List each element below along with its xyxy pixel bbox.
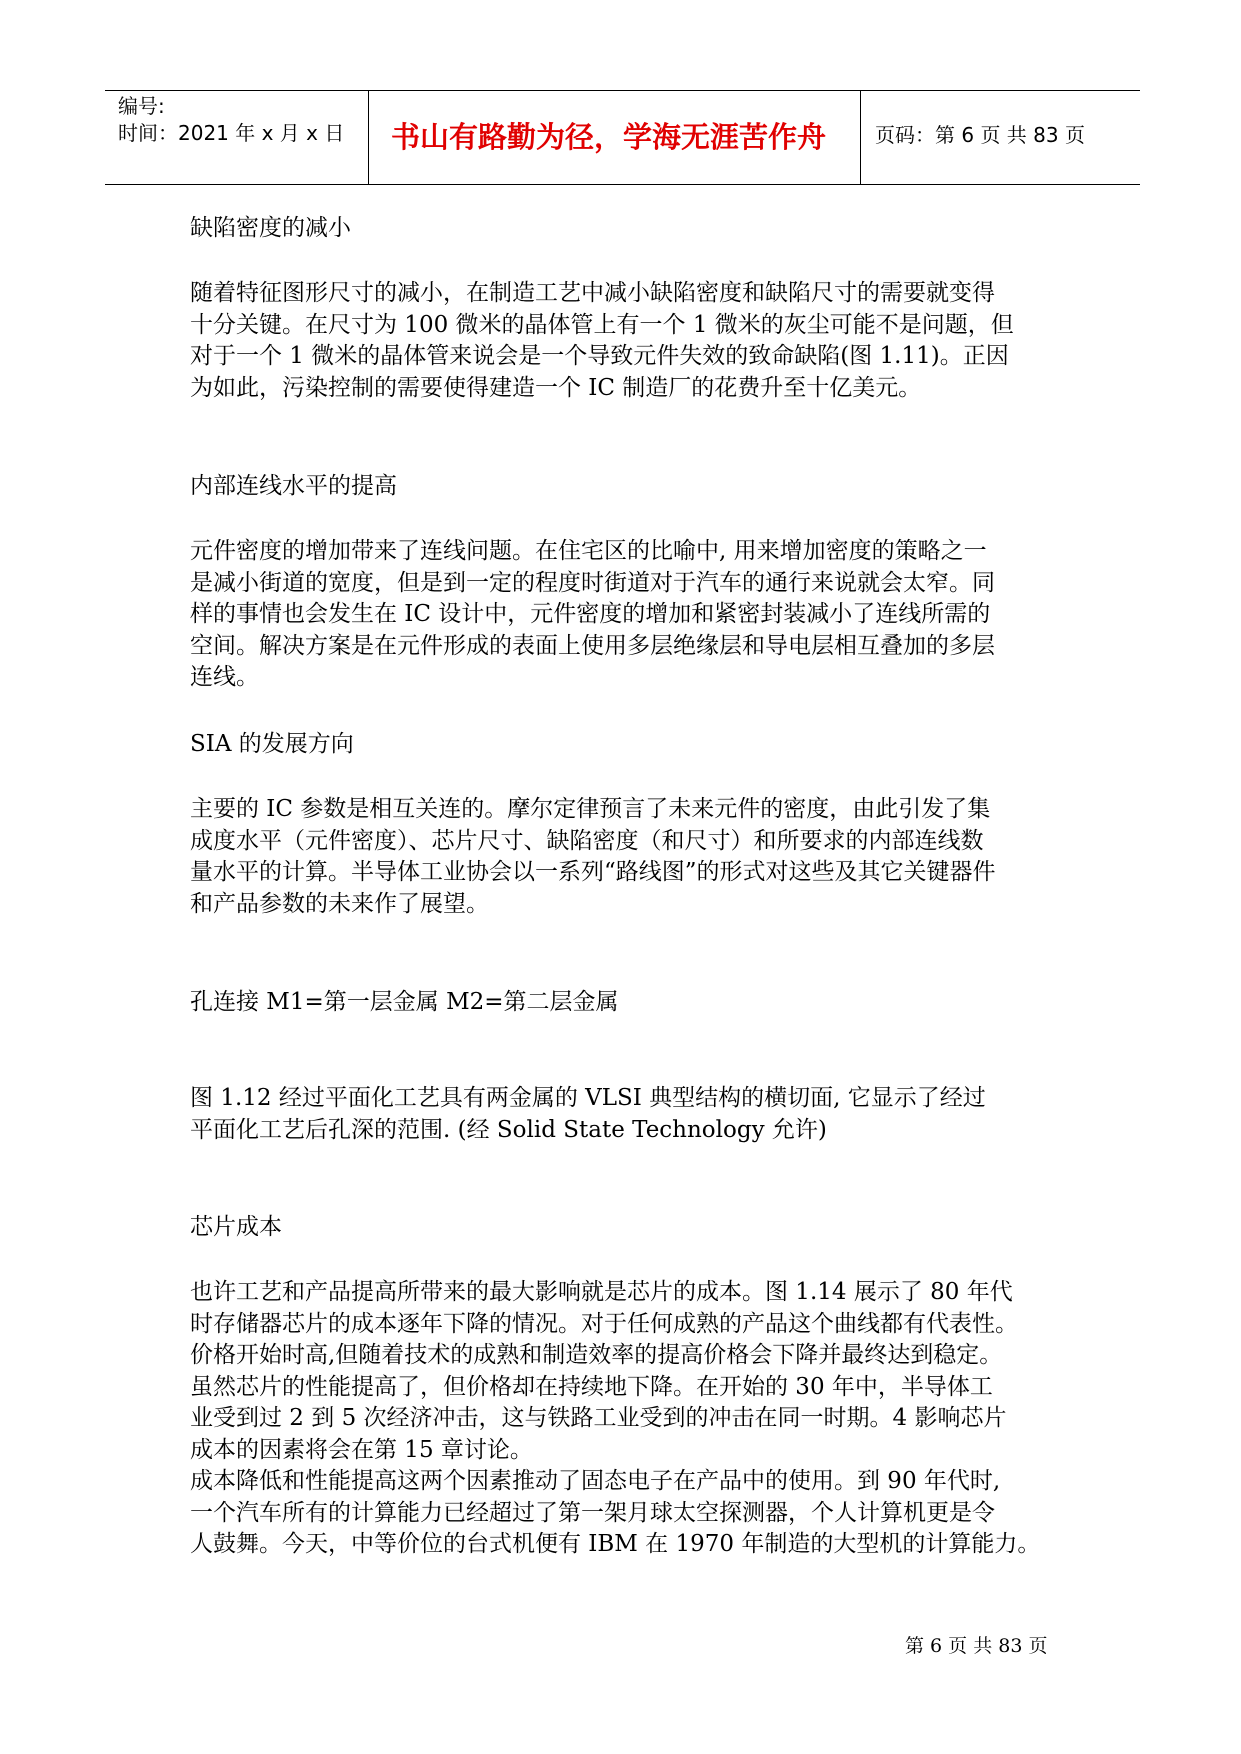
text-line: 缺陷密度的减小 (190, 215, 351, 241)
text-line: 空间。解决方案是在元件形成的表面上使用多层绝缘层和导电层相互叠加的多层 (190, 632, 995, 659)
header-motto: 书山有路勤为径，学海无涯苦作舟 (391, 120, 827, 154)
text-line: 芯片成本 (190, 1214, 282, 1240)
text-line: 是减小街道的宽度，但是到一定的程度时街道对于汽车的通行来说就会太窄。同 (190, 569, 995, 596)
figure-caption-1-12 (190, 1083, 1070, 1146)
text-line: 成本的因素将会在第 15 章讨论。 (190, 1436, 533, 1463)
text-line: 元件密度的增加带来了连线问题。在住宅区的比喻中, 用来增加密度的策略之一 (190, 538, 987, 564)
text-line: 成本降低和性能提高这两个因素推动了固态电子在产品中的使用。到 90 年代时, (190, 1468, 1001, 1494)
text-line: 随着特征图形尺寸的减小，在制造工艺中减小缺陷密度和缺陷尺寸的需要就变得 (190, 280, 995, 306)
text-line: 孔连接 M1=第一层金属 M2=第二层金属 (190, 989, 619, 1015)
header-divider-right (860, 91, 861, 184)
text-line: SIA 的发展方向 (190, 731, 354, 757)
page-header (105, 90, 1140, 185)
header-divider-left (368, 91, 369, 184)
text-line: 时存储器芯片的成本逐年下降的情况。对于任何成熟的产品这个曲线都有代表性。 (190, 1310, 1018, 1337)
header-page-label: 页码：第 6 页 共 83 页 (875, 123, 1085, 147)
text-line: 量水平的计算。半导体工业协会以一系列“路线图”的形式对这些及其它关键器件 (190, 859, 996, 885)
figure-label-via (190, 987, 1070, 1019)
text-line: 十分关键。在尺寸为 100 微米的晶体管上有一个 1 微米的灰尘可能不是问题，但 (190, 311, 1014, 338)
paragraph-chip-cost (190, 1277, 1070, 1561)
text-line: 价格开始时高,但随着技术的成熟和制造效率的提高价格会下降并最终达到稳定。 (190, 1342, 1003, 1368)
text-line: 业受到过 2 到 5 次经济冲击，这与铁路工业受到的冲击在同一时期。4 影响芯片 (190, 1405, 1007, 1431)
heading-defect-density (190, 213, 1070, 245)
header-time-label: 时间：2021 年 x 月 x 日 (118, 121, 345, 145)
text-line: 对于一个 1 微米的晶体管来说会是一个导致元件失效的致命缺陷(图 1.11)。正因 (190, 343, 1009, 369)
paragraph-interconnect (190, 536, 1070, 694)
heading-sia-direction (190, 729, 1070, 761)
text-line: 内部连线水平的提高 (190, 473, 397, 499)
text-line: 连线。 (190, 664, 259, 690)
paragraph-sia-direction (190, 794, 1070, 920)
text-line: 成度水平（元件密度）、芯片尺寸、缺陷密度（和尺寸）和所要求的内部连线数 (190, 827, 984, 854)
heading-chip-cost (190, 1212, 1070, 1244)
text-line: 也许工艺和产品提高所带来的最大影响就是芯片的成本。图 1.14 展示了 80 年代 (190, 1279, 1013, 1305)
text-line: 虽然芯片的性能提高了，但价格却在持续地下降。在开始的 30 年中，半导体工 (190, 1373, 993, 1400)
text-line: 和产品参数的未来作了展望。 (190, 890, 489, 917)
text-line: 为如此，污染控制的需要使得建造一个 IC 制造厂的花费升至十亿美元。 (190, 374, 922, 401)
header-code-label: 编号: (118, 94, 165, 118)
text-line: 人鼓舞。今天，中等价位的台式机便有 IBM 在 1970 年制造的大型机的计算能力。 (190, 1531, 1041, 1557)
text-line: 主要的 IC 参数是相互关连的。摩尔定律预言了未来元件的密度，由此引发了集 (190, 796, 991, 822)
text-line: 图 1.12 经过平面化工艺具有两金属的 VLSI 典型结构的横切面, 它显示了经过 (190, 1085, 986, 1111)
text-line: 平面化工艺后孔深的范围. (经 Solid State Technology 允许) (190, 1116, 827, 1143)
text-line: 一个汽车所有的计算能力已经超过了第一架月球太空探测器，个人计算机更是令 (190, 1499, 995, 1526)
page-footer-number: 第 6 页 共 83 页 (905, 1635, 1048, 1657)
heading-interconnect (190, 471, 1070, 503)
text-line: 样的事情也会发生在 IC 设计中，元件密度的增加和紧密封装减小了连线所需的 (190, 601, 991, 627)
paragraph-defect-density (190, 278, 1070, 404)
